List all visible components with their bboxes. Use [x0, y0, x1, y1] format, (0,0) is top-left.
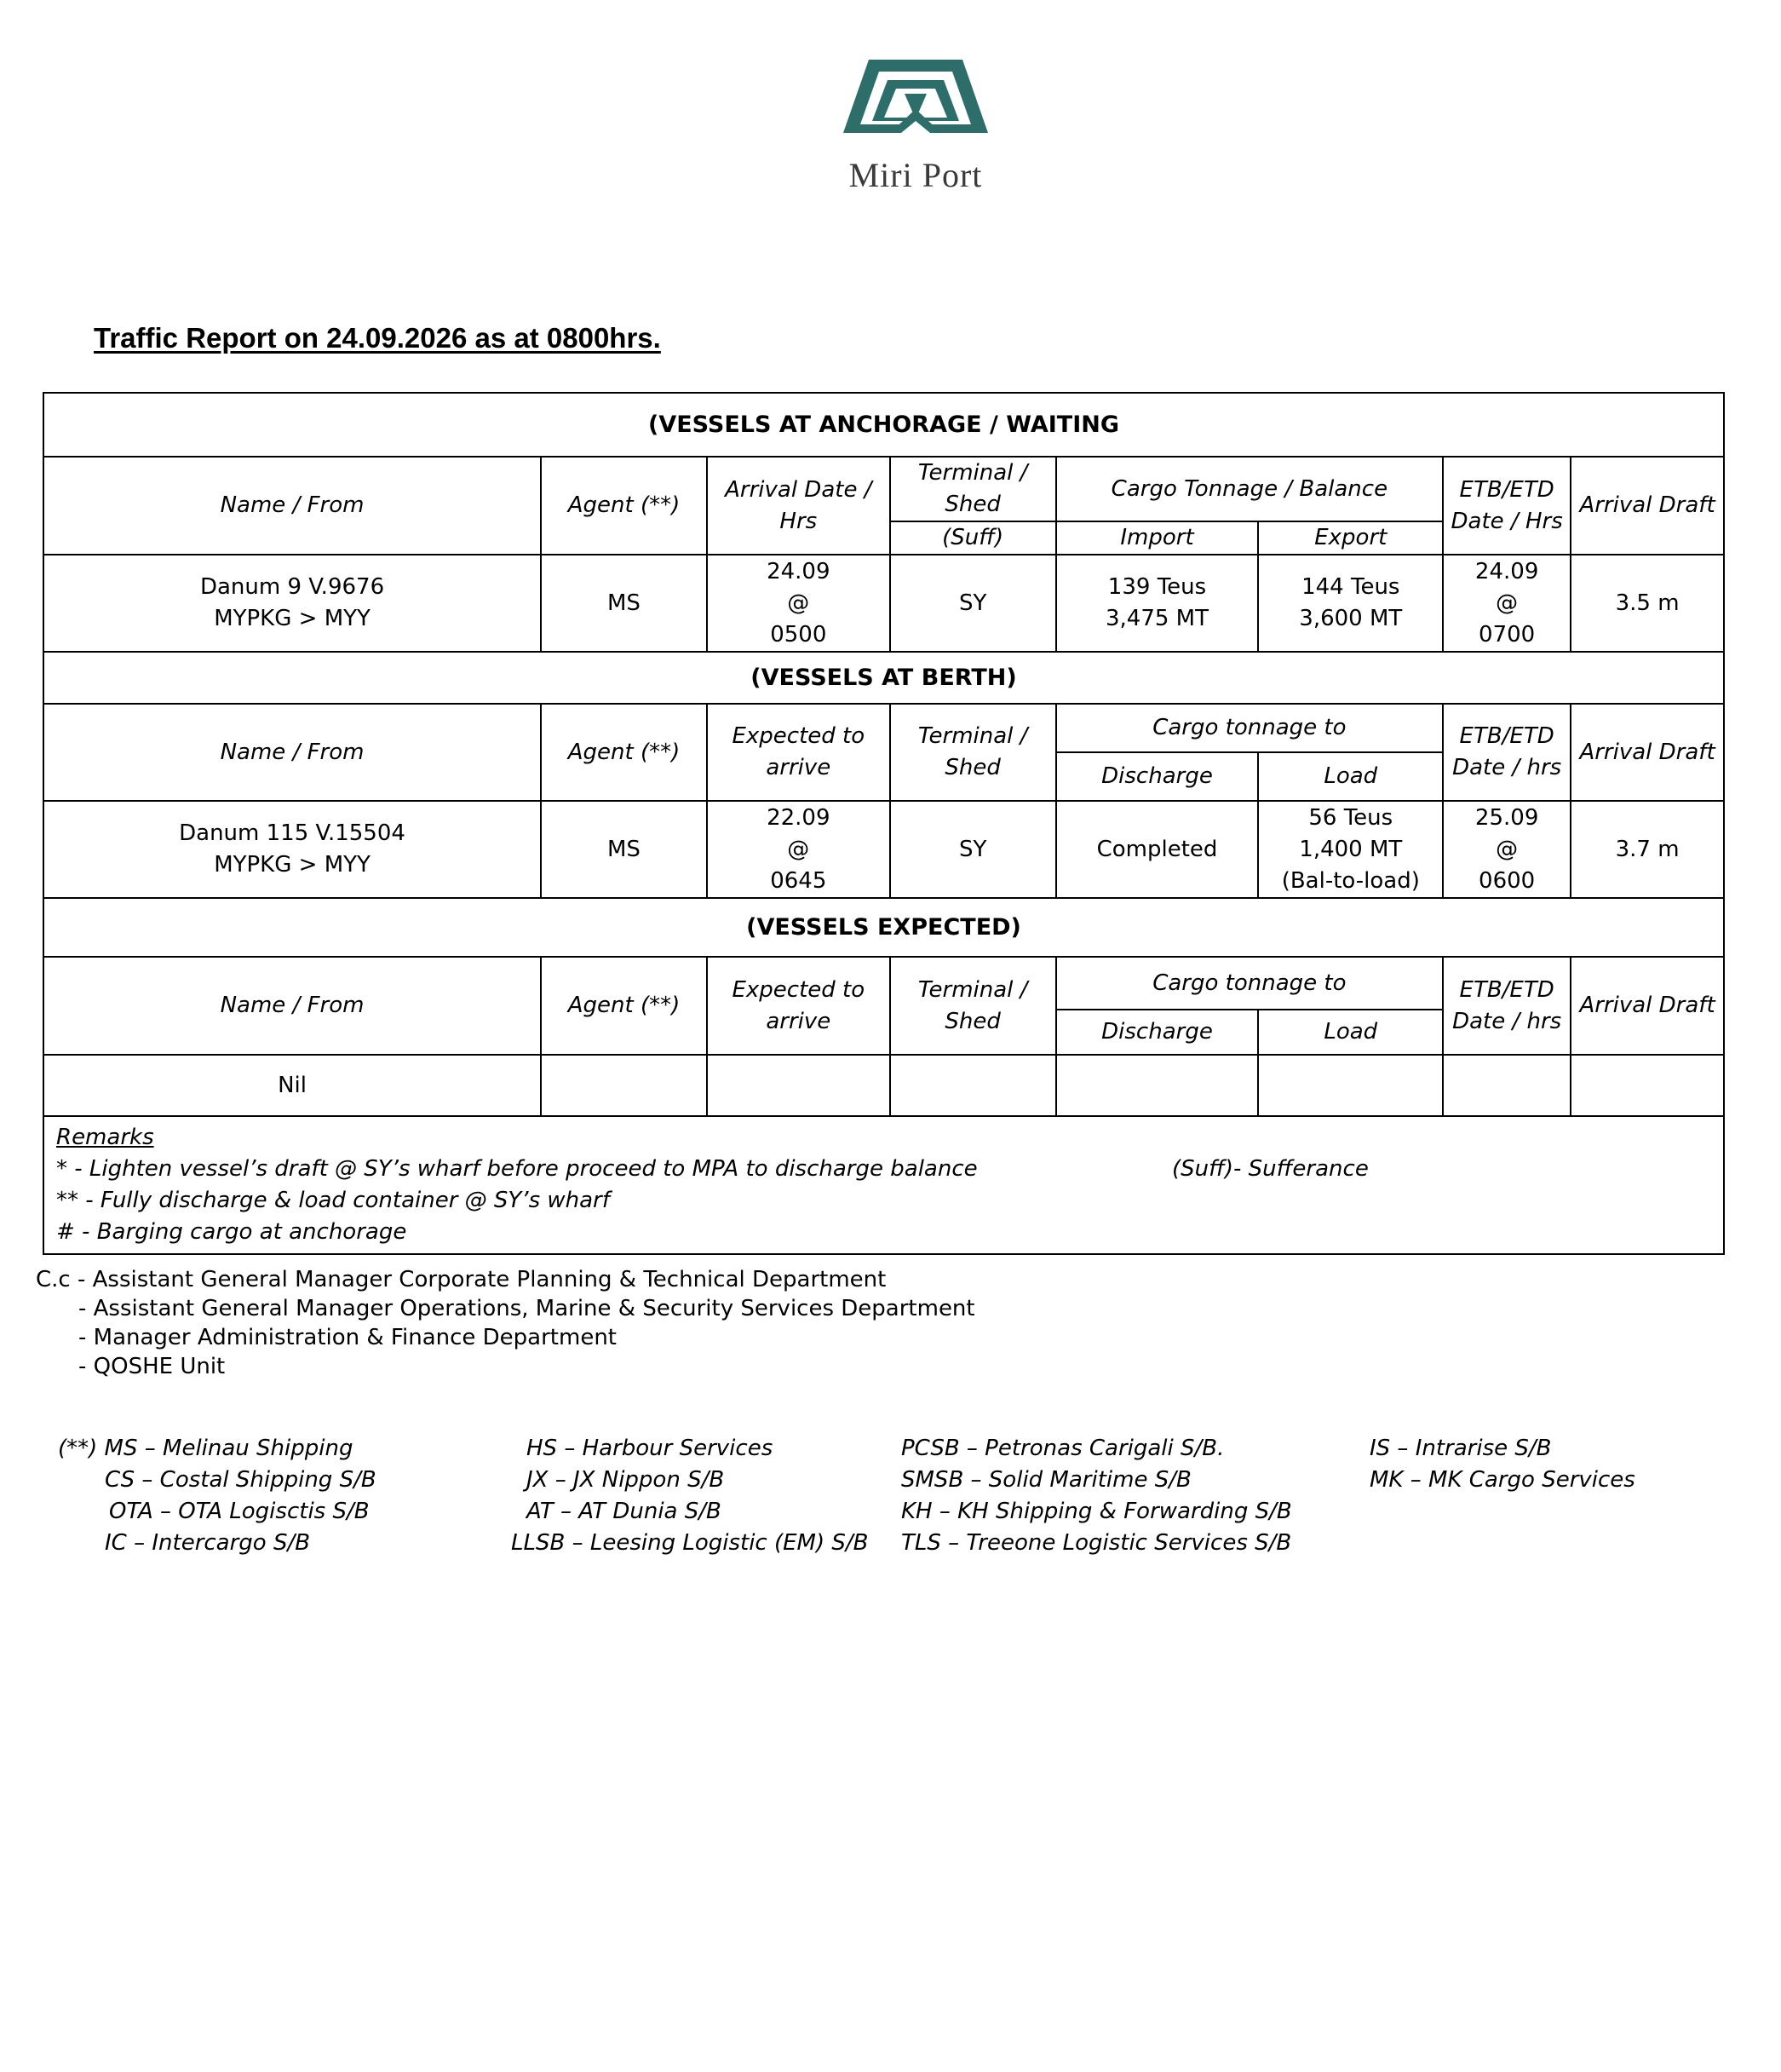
header-agent: Agent (**): [541, 457, 707, 555]
etb-at: @: [1496, 590, 1519, 616]
header-arrival-draft: Arrival Draft: [1571, 457, 1724, 555]
vessel-name-from: [43, 555, 541, 652]
header-agent: Agent (**): [541, 704, 707, 801]
cc-list: [36, 1265, 975, 1381]
legend-item: AT – AT Dunia S/B: [526, 1499, 721, 1524]
expected-date: 22.09: [767, 804, 830, 831]
vessel-route: MYPKG > MYY: [214, 606, 371, 631]
vessel-name: Danum 115 V.15504: [179, 820, 405, 846]
header-expected: Expected to arrive: [707, 704, 890, 801]
header-cargo-tonnage: Cargo tonnage to: [1056, 957, 1444, 1010]
vessel-route: MYPKG > MYY: [214, 852, 371, 878]
section-expected-title: (VESSELS EXPECTED): [43, 898, 1724, 957]
load-teus: 56 Teus: [1308, 804, 1393, 831]
cc-line: - QOSHE Unit: [78, 1354, 226, 1379]
empty-cell: [1443, 1055, 1571, 1116]
report-title: Traffic Report on 24.09.2026 as at 0800hrs.: [94, 322, 661, 354]
section-anchorage-title: (VESSELS AT ANCHORAGE / WAITING: [43, 393, 1724, 457]
export-mt: 3,600 MT: [1299, 606, 1403, 631]
header-name-from: Name / From: [43, 957, 541, 1055]
expected-hrs: 0645: [770, 867, 827, 894]
empty-cell: [1056, 1055, 1259, 1116]
header-etb-etd: ETB/ETD Date / hrs: [1443, 957, 1571, 1055]
vessel-discharge: Completed: [1056, 801, 1259, 898]
header-discharge: Discharge: [1056, 752, 1259, 801]
empty-cell: [541, 1055, 707, 1116]
header-agent: Agent (**): [541, 957, 707, 1055]
empty-cell: [890, 1055, 1056, 1116]
arrival-hrs: 0500: [770, 621, 827, 648]
vessel-terminal: SY: [890, 801, 1056, 898]
vessel-load: [1258, 801, 1443, 898]
legend-item: OTA – OTA Logisctis S/B: [109, 1499, 370, 1524]
header-load: Load: [1258, 1010, 1443, 1055]
vessel-etb: [1443, 801, 1571, 898]
legend-item: MK – MK Cargo Services: [1370, 1467, 1635, 1493]
import-teus: 139 Teus: [1107, 574, 1207, 600]
vessel-arrival: [707, 555, 890, 652]
legend-item: (**) MS – Melinau Shipping: [58, 1436, 353, 1461]
legend-item: TLS – Treeone Logistic Services S/B: [901, 1530, 1292, 1556]
arrival-at: @: [787, 590, 810, 616]
legend-item: SMSB – Solid Maritime S/B: [901, 1467, 1192, 1493]
header-export: Export: [1258, 521, 1443, 555]
agent-legend-col-4: [1370, 1433, 1635, 1496]
miri-port-emblem-icon: [843, 60, 988, 152]
vessel-import: [1056, 555, 1259, 652]
header-suff: (Suff): [890, 521, 1056, 555]
vessel-draft: 3.7 m: [1571, 801, 1724, 898]
legend-item: PCSB – Petronas Carigali S/B.: [901, 1436, 1225, 1461]
remarks-suff-note: (Suff)- Sufferance: [1172, 1156, 1369, 1182]
header-discharge: Discharge: [1056, 1010, 1259, 1055]
empty-cell: [1258, 1055, 1443, 1116]
header-name-from: Name / From: [43, 457, 541, 555]
header-etb-etd: ETB/ETD Date / Hrs: [1443, 457, 1571, 555]
remarks-title: Remarks: [56, 1125, 154, 1150]
vessel-terminal: SY: [890, 555, 1056, 652]
arrival-date: 24.09: [767, 558, 830, 584]
header-arrival-draft: Arrival Draft: [1571, 704, 1724, 801]
header-import: Import: [1056, 521, 1259, 555]
vessel-export: [1258, 555, 1443, 652]
remarks-box: [43, 1116, 1724, 1254]
etb-date: 24.09: [1474, 558, 1539, 584]
cc-line: - Manager Administration & Finance Department: [78, 1325, 617, 1350]
agent-legend-col-2: [511, 1433, 869, 1559]
import-mt: 3,475 MT: [1105, 606, 1209, 631]
legend-item: IS – Intrarise S/B: [1370, 1436, 1552, 1461]
vessel-expected: [707, 801, 890, 898]
table-row-expected: [43, 1055, 1724, 1116]
header-etb-etd: ETB/ETD Date / hrs: [1443, 704, 1571, 801]
etb-at: @: [1496, 836, 1519, 862]
header-terminal-shed: Terminal / Shed: [890, 957, 1056, 1055]
remarks-line-1: * - Lighten vessel’s draft @ SY’s wharf before proceed to MPA to discharge balance: [56, 1156, 978, 1182]
header-load: Load: [1258, 752, 1443, 801]
vessel-agent: MS: [541, 555, 707, 652]
header-terminal-shed: Terminal / Shed: [890, 704, 1056, 801]
vessel-name-from: [43, 801, 541, 898]
miri-port-logo: [818, 60, 1014, 204]
load-mt: 1,400 MT: [1299, 836, 1403, 862]
legend-item: KH – KH Shipping & Forwarding S/B: [901, 1499, 1292, 1524]
header-arrival-date: Arrival Date / Hrs: [707, 457, 890, 555]
legend-item: LLSB – Leesing Logistic (EM) S/B: [511, 1530, 869, 1556]
header-name-from: Name / From: [43, 704, 541, 801]
export-teus: 144 Teus: [1301, 574, 1400, 600]
vessel-name: Danum 9 V.9676: [199, 574, 385, 600]
header-terminal-shed: Terminal / Shed: [890, 457, 1056, 521]
section-berth-title: (VESSELS AT BERTH): [43, 652, 1724, 704]
logo-name: Miri Port: [848, 156, 983, 194]
table-row-berth: [43, 801, 1724, 898]
vessel-draft: 3.5 m: [1571, 555, 1724, 652]
cc-line: - Assistant General Manager Operations, Marine & Security Services Department: [78, 1296, 975, 1321]
load-balance: (Bal-to-load): [1281, 867, 1420, 894]
etb-hrs: 0700: [1479, 621, 1536, 648]
header-arrival-draft: Arrival Draft: [1571, 957, 1724, 1055]
empty-cell: [1571, 1055, 1724, 1116]
etb-date: 25.09: [1474, 804, 1539, 831]
agent-legend-col-1: [58, 1433, 376, 1559]
legend-item: CS – Costal Shipping S/B: [105, 1467, 376, 1493]
vessel-etb: [1443, 555, 1571, 652]
vessel-name-from: Nil: [43, 1055, 541, 1116]
legend-item: JX – JX Nippon S/B: [526, 1467, 725, 1493]
header-expected: Expected to arrive: [707, 957, 890, 1055]
etb-hrs: 0600: [1479, 867, 1536, 894]
traffic-table: [43, 392, 1725, 1255]
cc-line: C.c - Assistant General Manager Corporate Planning & Technical Department: [36, 1267, 887, 1292]
table-row-anchorage: [43, 555, 1724, 652]
remarks-line-3: # - Barging cargo at anchorage: [56, 1219, 407, 1245]
legend-item: IC – Intercargo S/B: [105, 1530, 311, 1556]
expected-at: @: [787, 836, 810, 862]
empty-cell: [707, 1055, 890, 1116]
header-cargo-tonnage: Cargo Tonnage / Balance: [1056, 457, 1444, 521]
agent-legend-col-3: [901, 1433, 1292, 1559]
remarks-line-2: ** - Fully discharge & load container @ SY’s wharf: [56, 1188, 610, 1213]
header-cargo-tonnage: Cargo tonnage to: [1056, 704, 1444, 752]
vessel-agent: MS: [541, 801, 707, 898]
legend-item: HS – Harbour Services: [526, 1436, 773, 1461]
